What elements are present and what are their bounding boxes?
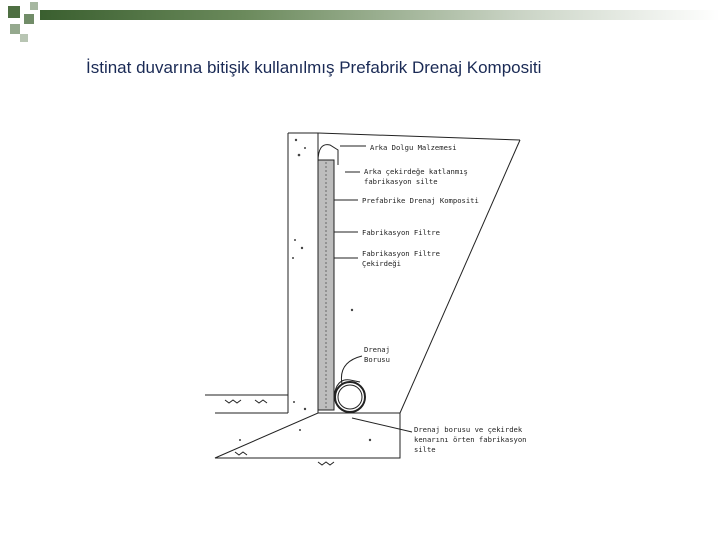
slide-title: İstinat duvarına bitişik kullanılmış Prefabrik Drenaj Kompositi [86,58,542,77]
decor-square [24,14,34,24]
label-pipe-2: Borusu [364,355,390,364]
decor-square [30,2,38,10]
label-filter: Fabrikasyon Filtre [362,228,440,237]
header-decoration [0,0,720,48]
decor-square [20,34,28,42]
label-pipe-1: Drenaj [364,345,390,354]
label-core-1: Fabrikasyon Filtre [362,249,440,258]
label-folded-fabric-1: Arka çekirdeğe katlanmış [364,167,468,176]
label-wrap-2: kenarını örten fabrikasyon [414,435,527,444]
backfill-ground-line [318,133,520,140]
decor-square [10,24,20,34]
wall-footing [215,413,400,458]
header-gradient-bar [40,10,720,20]
wall-stem [288,133,318,413]
label-wrap-1: Drenaj borusu ve çekirdek [414,425,523,434]
label-folded-fabric-2: fabrikasyon silte [364,177,438,186]
decor-square [8,6,20,18]
retaining-wall-diagram [200,125,560,480]
label-backfill: Arka Dolgu Malzemesi [370,143,457,152]
drain-pipe [335,382,365,412]
label-wrap-3: silte [414,445,436,454]
label-core-2: Çekirdeği [362,259,401,268]
drainage-composite [318,160,334,410]
label-composite: Prefabrike Drenaj Kompositi [362,196,479,205]
